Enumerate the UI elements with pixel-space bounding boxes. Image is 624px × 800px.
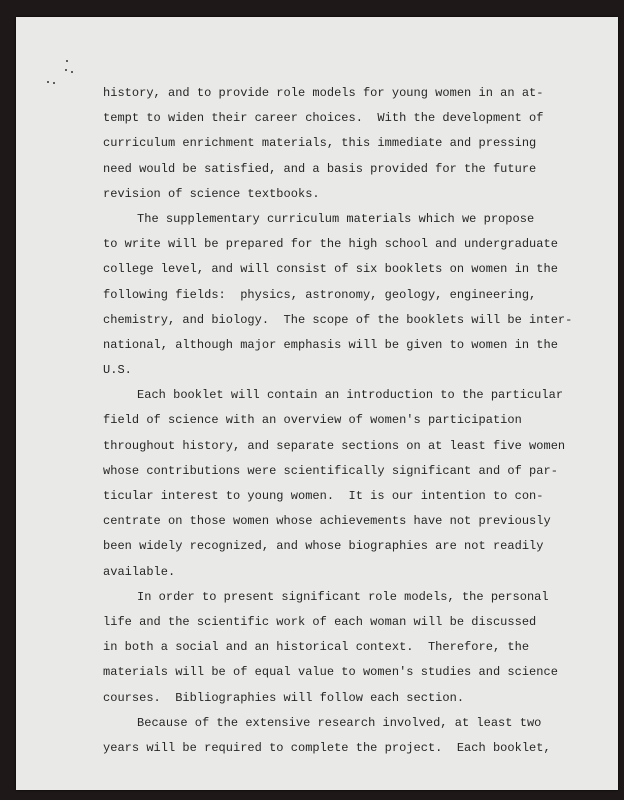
text-line: In order to present significant role models, the personal	[137, 589, 549, 604]
text-line: centrate on those women whose achievements have not previously	[103, 514, 551, 529]
document-page	[16, 17, 618, 790]
text-line: years will be required to complete the project. Each booklet,	[103, 740, 551, 755]
text-line: tempt to widen their career choices. With the development of	[103, 111, 544, 126]
text-line: college level, and will consist of six booklets on women in the	[103, 262, 558, 277]
text-line: whose contributions were scientifically significant and of par-	[103, 463, 558, 478]
text-line: Because of the extensive research involved, at least two	[137, 715, 542, 730]
text-line: to write will be prepared for the high school and undergraduate	[103, 237, 558, 252]
text-line: The supplementary curriculum materials which we propose	[137, 211, 535, 226]
stray-ink-marks	[42, 57, 72, 87]
text-line: been widely recognized, and whose biographies are not readily	[103, 539, 544, 554]
text-line: history, and to provide role models for young women in an at-	[103, 86, 544, 100]
text-line: field of science with an overview of women's participation	[103, 413, 522, 428]
text-line: ticular interest to young women. It is our intention to con-	[103, 489, 544, 503]
text-line: courses. Bibliographies will follow each section.	[103, 690, 465, 705]
text-line: Each booklet will contain an introduction to the particular	[137, 388, 564, 403]
text-line: chemistry, and biology. The scope of the booklets will be inter-	[103, 312, 573, 327]
text-line: following fields: physics, astronomy, geology, engineering,	[103, 287, 537, 302]
text-line: in both a social and an historical context. Therefore, the	[103, 640, 530, 655]
text-line: national, although major emphasis will be given to women in the	[103, 337, 558, 352]
text-line: revision of science textbooks.	[103, 186, 320, 201]
text-line: life and the scientific work of each woman will be discussed	[103, 614, 537, 629]
typewritten-body-text	[103, 81, 572, 761]
text-line: throughout history, and separate sections on at least five women	[103, 438, 566, 453]
text-line: U.S.	[103, 363, 132, 378]
text-line: available.	[103, 564, 176, 579]
text-line: need would be satisfied, and a basis provided for the future	[103, 161, 537, 176]
text-line: curriculum enrichment materials, this immediate and pressing	[103, 136, 537, 151]
text-line: materials will be of equal value to women's studies and science	[103, 665, 558, 680]
